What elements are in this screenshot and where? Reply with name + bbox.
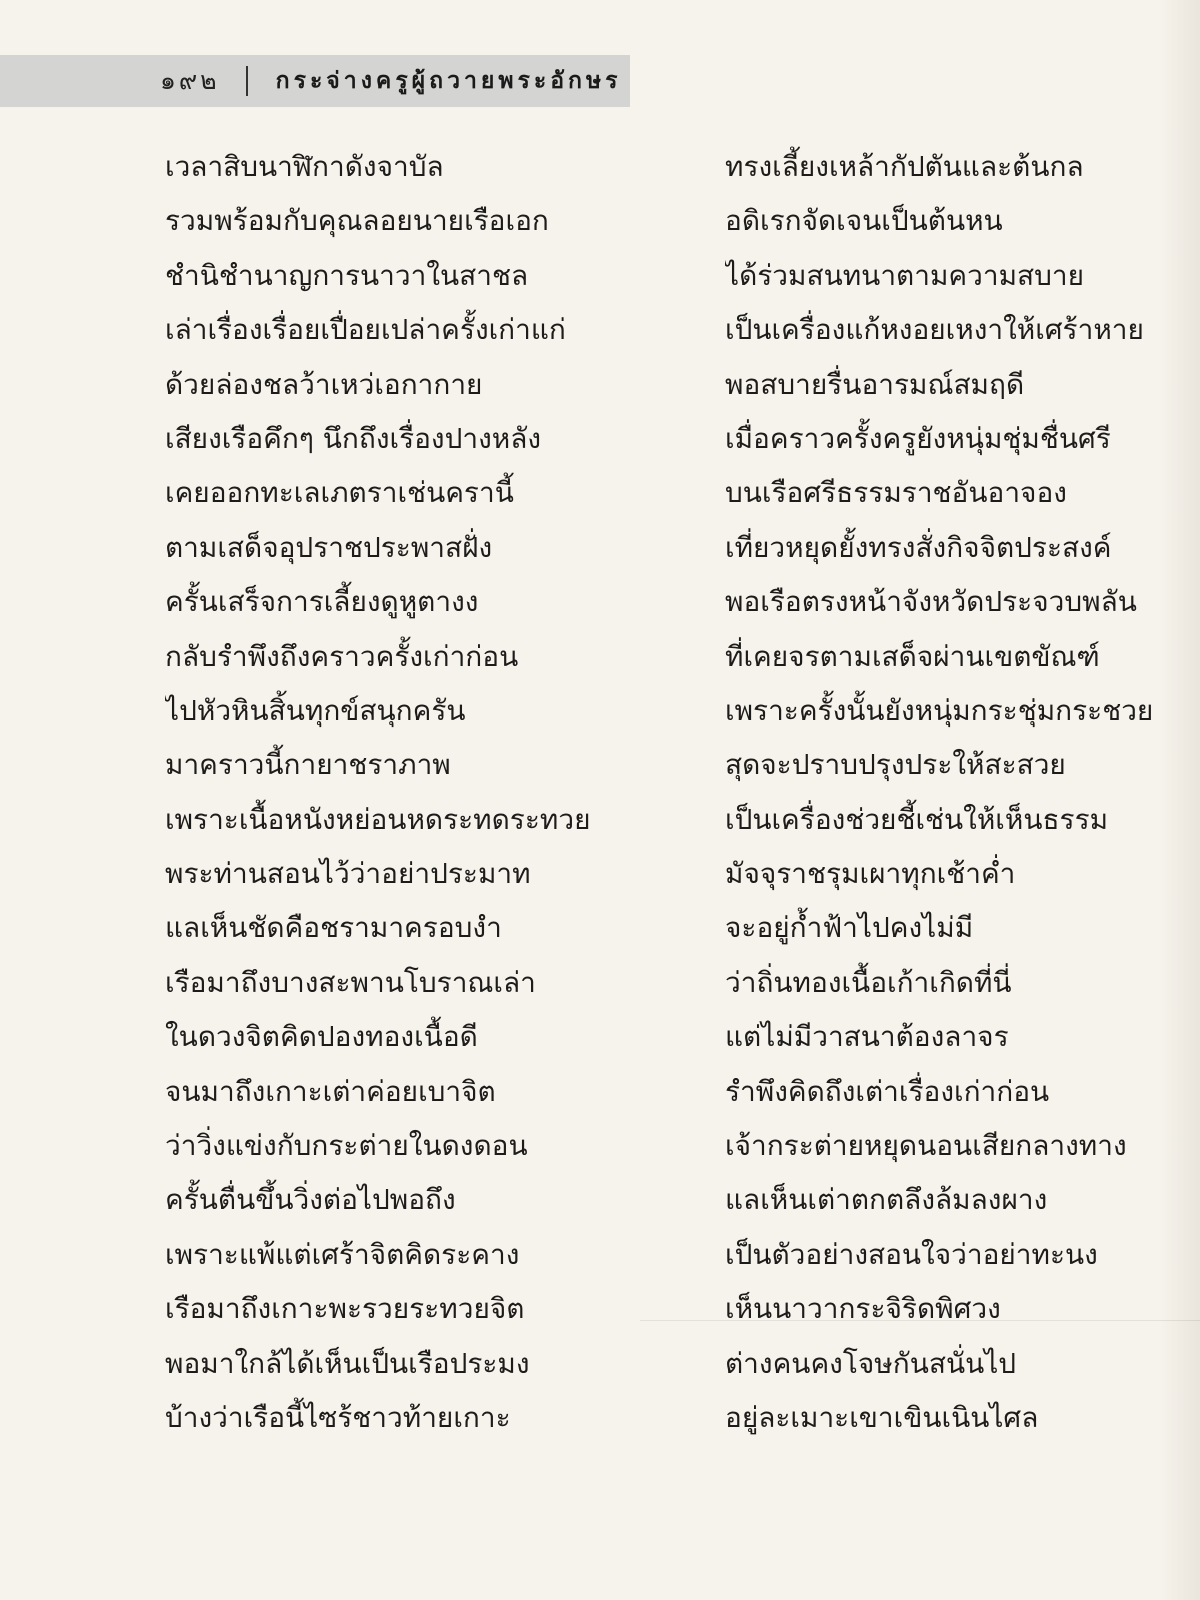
- verse-line: เป็นเครื่องแก้หงอยเหงาให้เศร้าหาย: [725, 313, 1144, 347]
- verse-line: เพราะแพ้แต่เศร้าจิตคิดระคาง: [165, 1237, 520, 1271]
- verse-line: เวลาสิบนาฬิกาดังจาบัล: [165, 150, 444, 183]
- verse-line: ที่เคยจรตามเสด็จผ่านเขตขัณฑ์: [725, 639, 1100, 673]
- verse-line: ว่าวิ่งแข่งกับกระต่ายในดงดอน: [165, 1129, 528, 1163]
- page-number: ๑๙๒: [160, 66, 220, 95]
- verse-line: เรือมาถึงเกาะพะรวยระทวยจิต: [165, 1292, 525, 1326]
- verse-line: อยู่ละเมาะเขาเขินเนินไศล: [725, 1400, 1039, 1434]
- verse-line: เห็นนาวากระจิริดพิศวง: [725, 1292, 1001, 1326]
- verse-line: พอเรือตรงหน้าจังหวัดประจวบพลัน: [725, 585, 1137, 619]
- verse-column-left: [165, 140, 645, 1445]
- verse-line: รำพึงคิดถึงเต่าเรื่องเก่าก่อน: [725, 1074, 1050, 1108]
- verse-line: เป็นตัวอย่างสอนใจว่าอย่าทะนง: [725, 1237, 1098, 1271]
- verse-line: จะอยู่ก้ำฟ้าไปคงไม่มี: [725, 911, 974, 945]
- verse-line: ตามเสด็จอุปราชประพาสฝั่ง: [165, 530, 493, 564]
- verse-line: ว่าถิ่นทองเนื้อเก้าเกิดที่นี่: [725, 965, 1012, 999]
- verse-line: เมื่อคราวครั้งครูยังหนุ่มชุ่มชื่นศรี: [725, 421, 1111, 455]
- verse-line: แต่ไม่มีวาสนาต้องลาจร: [725, 1020, 1009, 1054]
- verse-line: ครั้นเสร็จการเลี้ยงดูหูตางง: [165, 585, 479, 619]
- verse-line: อดิเรกจัดเจนเป็นต้นหน: [725, 204, 1003, 238]
- verse-line: กลับรำพึงถึงคราวครั้งเก่าก่อน: [165, 639, 519, 673]
- verse-line: เพราะครั้งนั้นยังหนุ่มกระชุ่มกระชวย: [725, 693, 1154, 727]
- verse-line: เพราะเนื้อหนังหย่อนหดระทดระทวย: [165, 802, 591, 836]
- header-divider: [246, 66, 248, 96]
- verse-line: ในดวงจิตคิดปองทองเนื้อดี: [165, 1020, 478, 1054]
- book-title: กระจ่างครูผู้ถวายพระอักษร: [275, 68, 622, 94]
- page-edge-shadow: [1160, 0, 1200, 1600]
- verse-line: ด้วยล่องชลว้าเหว่เอกากาย: [165, 367, 483, 401]
- verse-line: ไปหัวหินสิ้นทุกข์สนุกครัน: [165, 693, 466, 727]
- show-through-rule: [640, 1320, 1200, 1321]
- verse-line: พอมาใกล้ได้เห็นเป็นเรือประมง: [165, 1346, 530, 1380]
- verse-line: เรือมาถึงบางสะพานโบราณเล่า: [165, 965, 536, 999]
- verse-line: เคยออกทะเลเภตราเช่นครานี้: [165, 476, 514, 510]
- verse-line: จนมาถึงเกาะเต่าค่อยเบาจิต: [165, 1074, 496, 1108]
- verse-line: พระท่านสอนไว้ว่าอย่าประมาท: [165, 857, 531, 891]
- verse-line: เล่าเรื่องเรื่อยเปื่อยเปล่าครั้งเก่าแก่: [165, 313, 566, 347]
- verse-line: มาคราวนี้กายาชราภาพ: [165, 748, 451, 782]
- verse-line: พอสบายรื่นอารมณ์สมฤดี: [725, 367, 1025, 401]
- verse-line: เจ้ากระต่ายหยุดนอนเสียกลางทาง: [725, 1129, 1127, 1163]
- verse-line: แลเห็นชัดคือชรามาครอบงำ: [165, 911, 502, 945]
- verse-line: รวมพร้อมกับคุณลอยนายเรือเอก: [165, 204, 549, 238]
- verse-line: ชำนิชำนาญการนาวาในสาชล: [165, 258, 529, 292]
- verse-line: ครั้นตื่นขึ้นวิ่งต่อไปพอถึง: [165, 1183, 456, 1217]
- verse-line: ได้ร่วมสนทนาตามความสบาย: [725, 258, 1085, 292]
- verse-line: มัจจุราชรุมเผาทุกเช้าค่ำ: [725, 857, 1016, 891]
- verse-column-right: [725, 140, 1165, 1445]
- verse-line: เที่ยวหยุดยั้งทรงสั่งกิจจิตประสงค์: [725, 530, 1112, 564]
- verse-line: เป็นเครื่องช่วยชี้เช่นให้เห็นธรรม: [725, 802, 1109, 836]
- verse-line: ต่างคนคงโจษกันสนั่นไป: [725, 1346, 1017, 1380]
- verse-line: สุดจะปราบปรุงประให้สะสวย: [725, 748, 1066, 782]
- verse-line: บ้างว่าเรือนี้ไซร้ชาวท้ายเกาะ: [165, 1400, 511, 1434]
- running-header: [0, 55, 630, 107]
- verse-line: แลเห็นเต่าตกตลึงล้มลงผาง: [725, 1183, 1048, 1217]
- verse-line: ทรงเลี้ยงเหล้ากัปตันและต้นกล: [725, 150, 1084, 183]
- verse-line: เสียงเรือคึกๆ นึกถึงเรื่องปางหลัง: [165, 421, 542, 455]
- verse-line: บนเรือศรีธรรมราชอันอาจอง: [725, 476, 1067, 510]
